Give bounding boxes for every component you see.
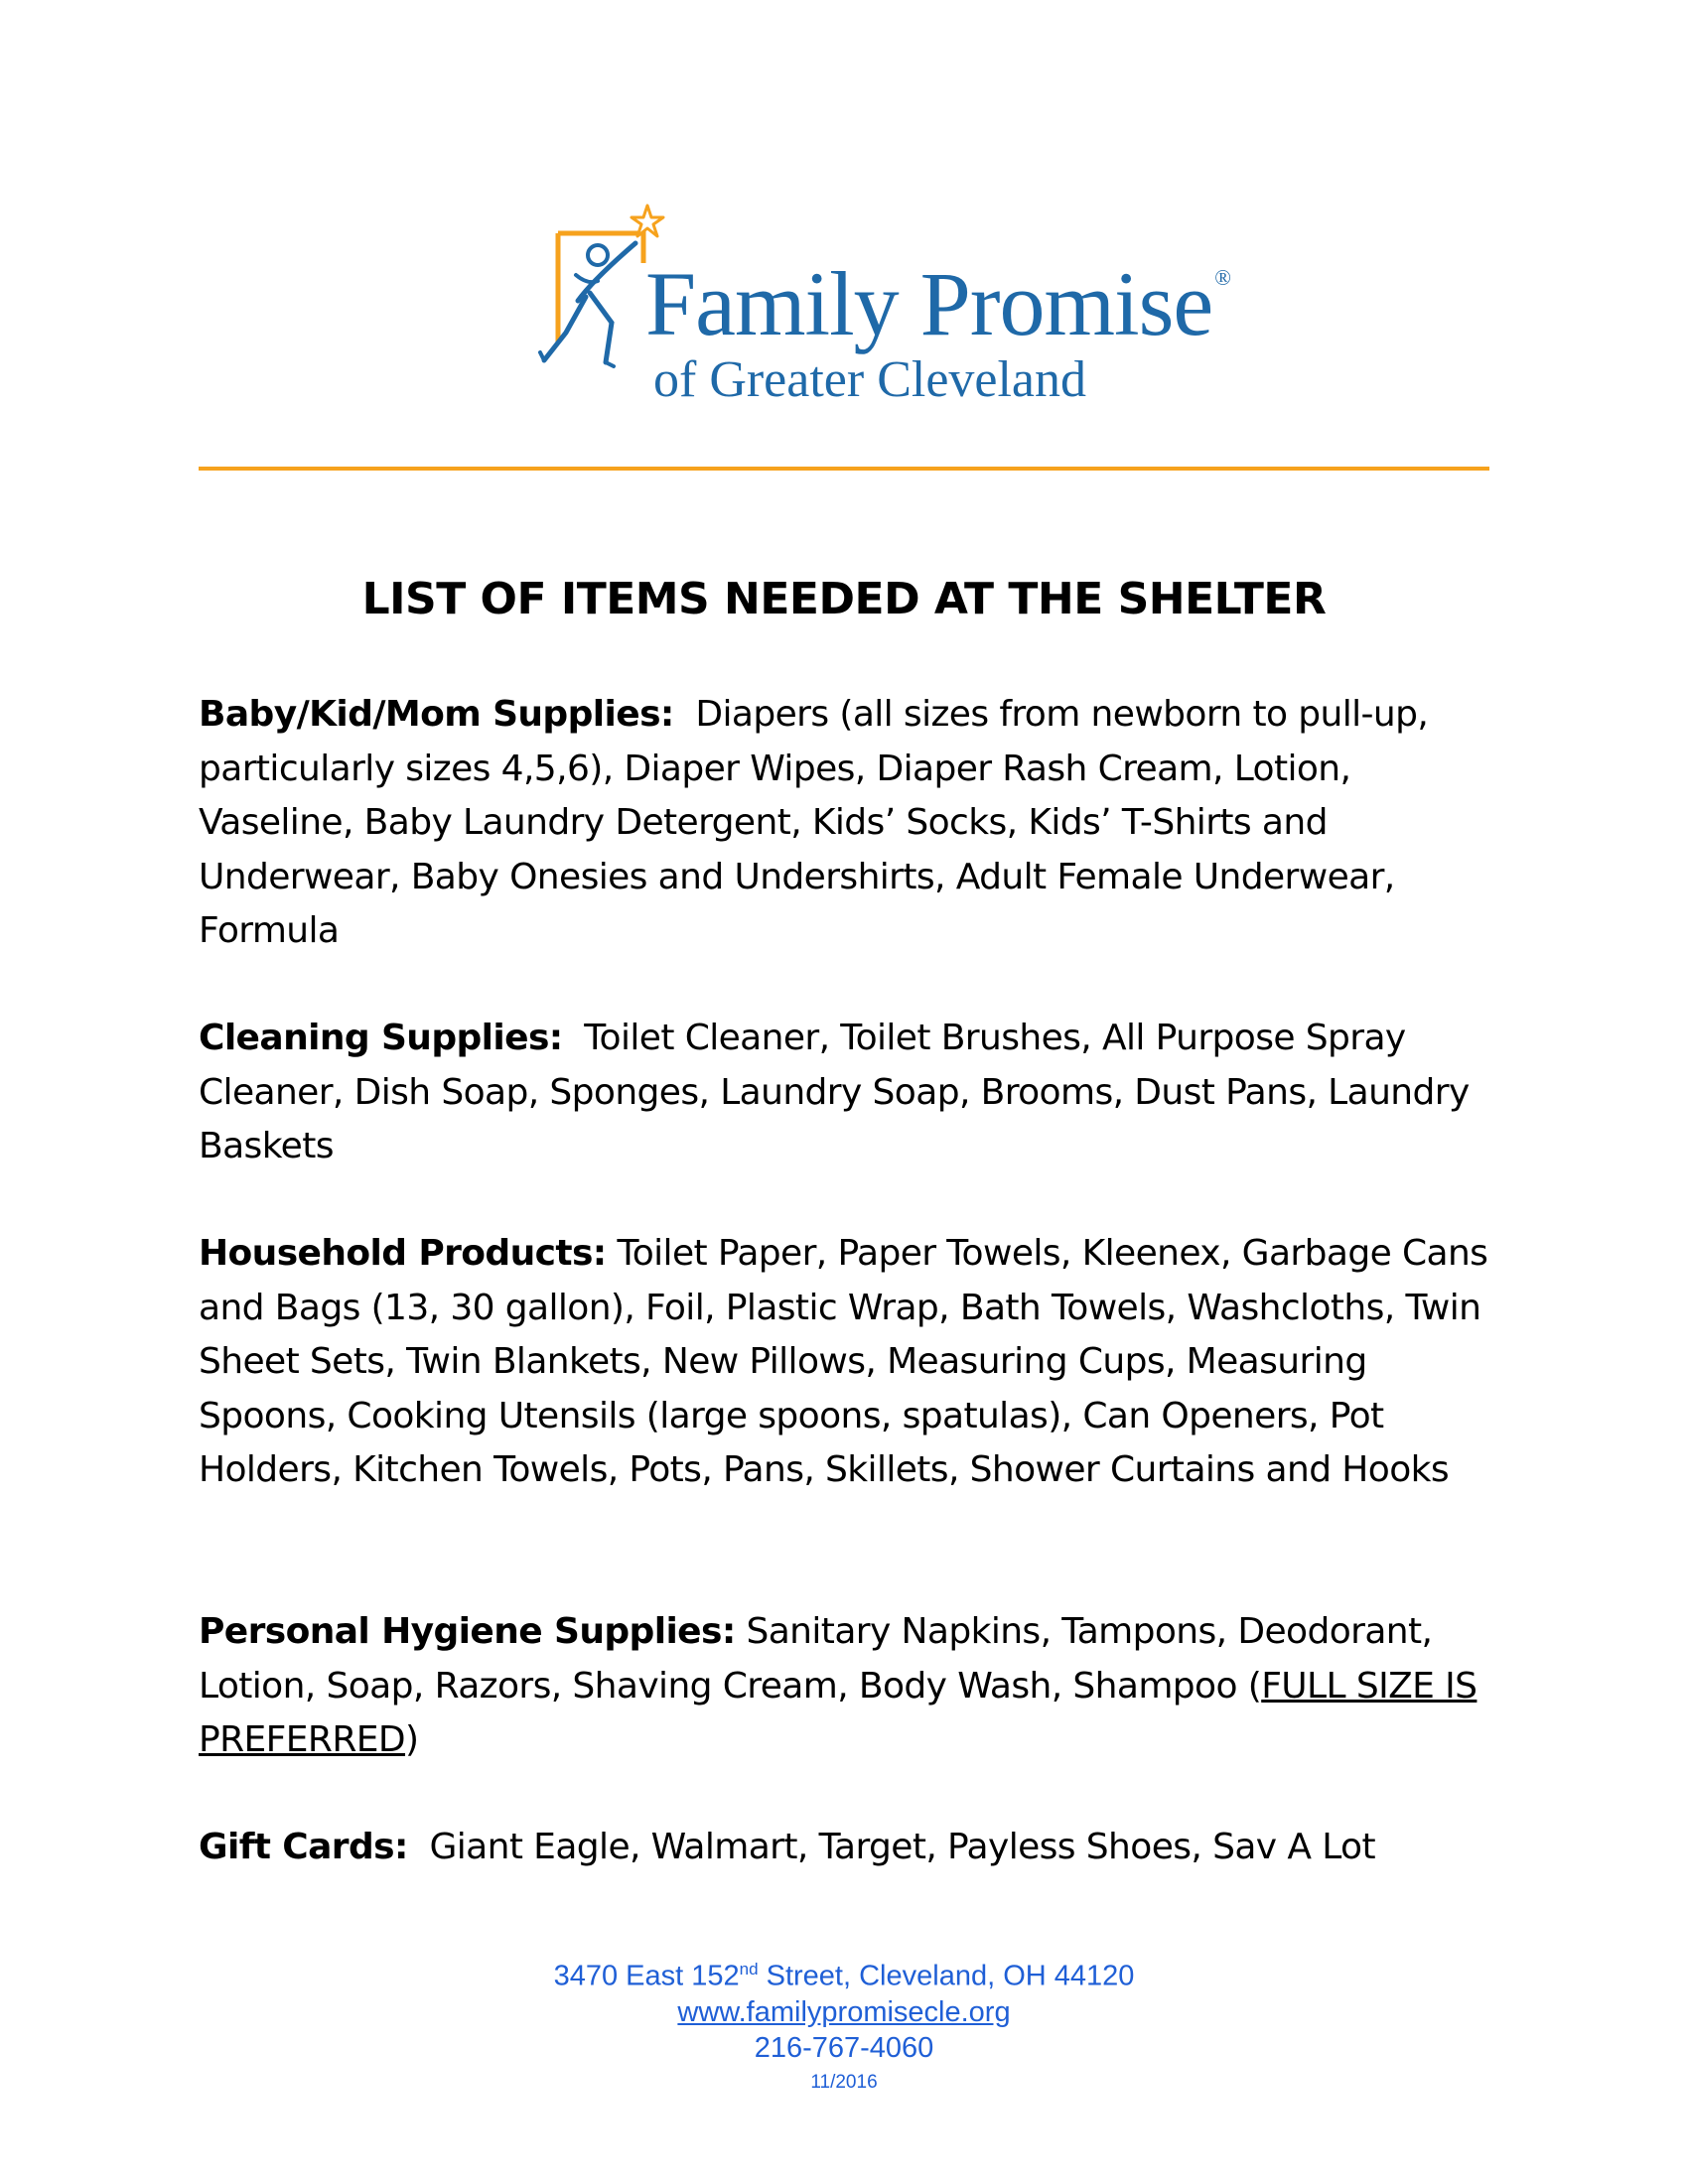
document-title: LIST OF ITEMS NEEDED AT THE SHELTER xyxy=(361,574,1327,624)
section-label: Cleaning Supplies: xyxy=(199,1018,563,1058)
registered-mark: ® xyxy=(1214,265,1230,290)
section-label: Household Products: xyxy=(199,1233,607,1274)
header-divider xyxy=(199,467,1489,471)
section-gift-cards xyxy=(199,1821,1489,1875)
section-baby-kid-mom xyxy=(199,688,1489,959)
section-label: Personal Hygiene Supplies: xyxy=(199,1611,736,1652)
section-text: Giant Eagle, Walmart, Target, Payless Shoes, Sav A Lot xyxy=(429,1827,1375,1867)
ordinal-suffix: nd xyxy=(739,1960,759,1979)
footer-address: 3470 East 152nd Street, Cleveland, OH 44120 xyxy=(553,1960,1135,1992)
section-label: Gift Cards: xyxy=(199,1827,408,1867)
logo-name: Family Promise® xyxy=(645,253,1230,354)
section-text: Toilet Cleaner, Toilet Brushes, All Purpose Spray Cleaner, Dish Soap, Sponges, Laundry Soap, Brooms, Dust Pans, Laundry Baskets xyxy=(199,1018,1470,1166)
footer-phone: 216-767-4060 xyxy=(754,2032,934,2064)
footer-website-link[interactable]: www.familypromisecle.org xyxy=(677,1996,1011,2028)
section-cleaning xyxy=(199,1012,1489,1174)
full-size-preferred-note: FULL SIZE IS PREFERRED xyxy=(199,1665,1477,1760)
section-text: Toilet Paper, Paper Towels, Kleenex, Garbage Cans and Bags (13, 30 gallon), Foil, Plastic Wrap, Bath Towels, Washcloths, Twin Sheet Sets, Twin Blankets, New Pillows, Measuring Cups, Measuring Spoons, Cooking Utensils (large spoons, spatulas), Can Openers, Pot Holders, Kitchen Towels, Pots, Pans, Skillets, Shower Curtains and Hooks xyxy=(199,1233,1488,1490)
footer-date: 11/2016 xyxy=(810,2072,878,2093)
section-text: Sanitary Napkins, Tampons, Deodorant, Lotion, Soap, Razors, Shaving Cream, Body Wash, Shampoo ( xyxy=(199,1611,1433,1706)
section-household xyxy=(199,1227,1489,1498)
section-personal-hygiene xyxy=(199,1605,1489,1768)
family-promise-logo xyxy=(536,194,1230,417)
logo-subtitle: of Greater Cleveland xyxy=(653,351,1087,408)
section-label: Baby/Kid/Mom Supplies: xyxy=(199,694,674,735)
section-text-close: ) xyxy=(405,1719,419,1760)
section-text: Diapers (all sizes from newborn to pull-up, particularly sizes 4,5,6), Diaper Wipes, Diaper Rash Cream, Lotion, Vaseline, Baby Laundry Detergent, Kids’ Socks, Kids’ T-Shirts and Underwear, Baby Onesies and Undershirts, Adult Female Underwear, Formula xyxy=(199,694,1429,951)
